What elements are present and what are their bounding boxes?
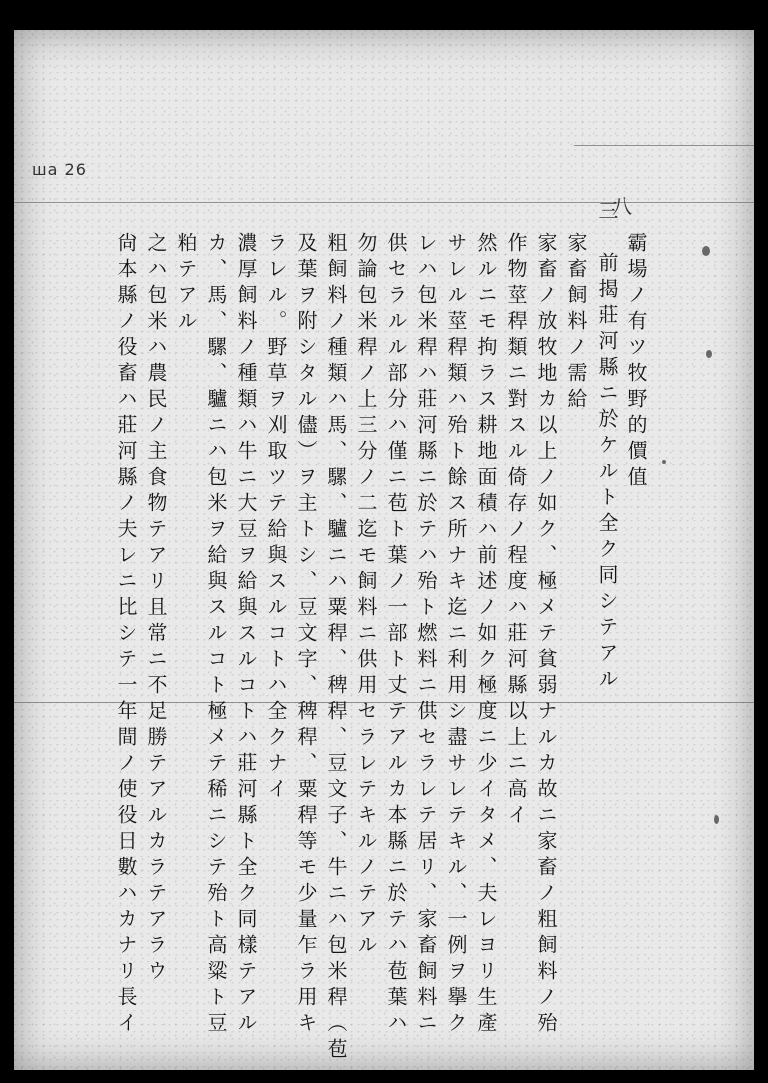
text-column: 作物莖稈類ニ對スル倚存ノ程度ハ莊河縣以上ニ高イ xyxy=(504,232,528,830)
text-column: カ、馬、騾、驢ニハ包米ヲ給與スルコト極メテ稀ニシテ殆ト高粱ト豆 xyxy=(204,232,228,1038)
text-column: 之ハ包米ハ農民ノ主食物テアリ且常ニ不足勝テアルカラテアラウ xyxy=(144,232,168,986)
text-column: 家畜ノ放牧地カ以上ノ如ク、極メテ貧弱ナルカ故ニ家畜ノ粗飼料ノ殆 xyxy=(534,232,558,1038)
scan-speck xyxy=(714,815,719,824)
scan-speck xyxy=(662,460,666,464)
section-mark: 八 xyxy=(612,194,632,218)
scan-speck xyxy=(702,246,710,256)
page-id: ша 26 xyxy=(32,160,87,179)
text-column: レハ包米稈ハ莊河縣ニ於テハ殆ト燃料ニ供セラレテ居リ、家畜飼料ニ xyxy=(414,232,438,1038)
scan-rule-upper xyxy=(574,145,754,146)
text-column: 然ルニモ拘ラス耕地面積ハ前述ノ如ク極度ニ少イタメ、夫レヨリ生產 xyxy=(474,232,498,1038)
text-column: 粗飼料ノ種類ハ馬、騾、驢ニハ粟稈、稗稈、豆文子、牛ニハ包米稈（苞 xyxy=(324,232,348,1064)
text-column: 三 前揭莊河縣ニ於ケルト全ク同シテアル xyxy=(595,200,619,694)
text-column: サレル莖稈類ハ殆ト餘ス所ナキ迄ニ利用シ盡サレテキル、一例ヲ擧ク xyxy=(444,232,468,1038)
text-column: 供セラルル部分ハ僅ニ苞ト葉ノ一部ト丈テアルカ本縣ニ於テハ苞葉ハ xyxy=(384,232,408,1038)
text-column: ラレル。野草ヲ刈取ツテ給與スルコトハ全クナイ xyxy=(264,232,288,804)
text-column: 粕テアル xyxy=(174,232,198,336)
text-column-heading: 霸場ノ有ツ牧野的價值 xyxy=(624,232,648,492)
text-column: 尙本縣ノ役畜ハ莊河縣ノ夫レニ比シテ一年間ノ使役日數ハカナリ長イ xyxy=(114,232,138,1038)
scan-speck xyxy=(706,350,712,358)
text-column: 勿論包米稈ノ上三分ノ二迄モ飼料ニ供用セラレテキルノテアル xyxy=(354,232,378,960)
text-column: 濃厚飼料ノ種類ハ牛ニ大豆ヲ給與スルコトハ莊河縣ト全ク同樣テアル xyxy=(234,232,258,1038)
text-column: 及葉ヲ附シタル儘）ヲ主トシ、豆文字、稗稈、粟稈等モ少量乍ラ用キ xyxy=(294,232,318,1038)
text-column: 家畜飼料ノ需給 xyxy=(564,232,588,414)
scan-rule-top xyxy=(14,202,754,203)
